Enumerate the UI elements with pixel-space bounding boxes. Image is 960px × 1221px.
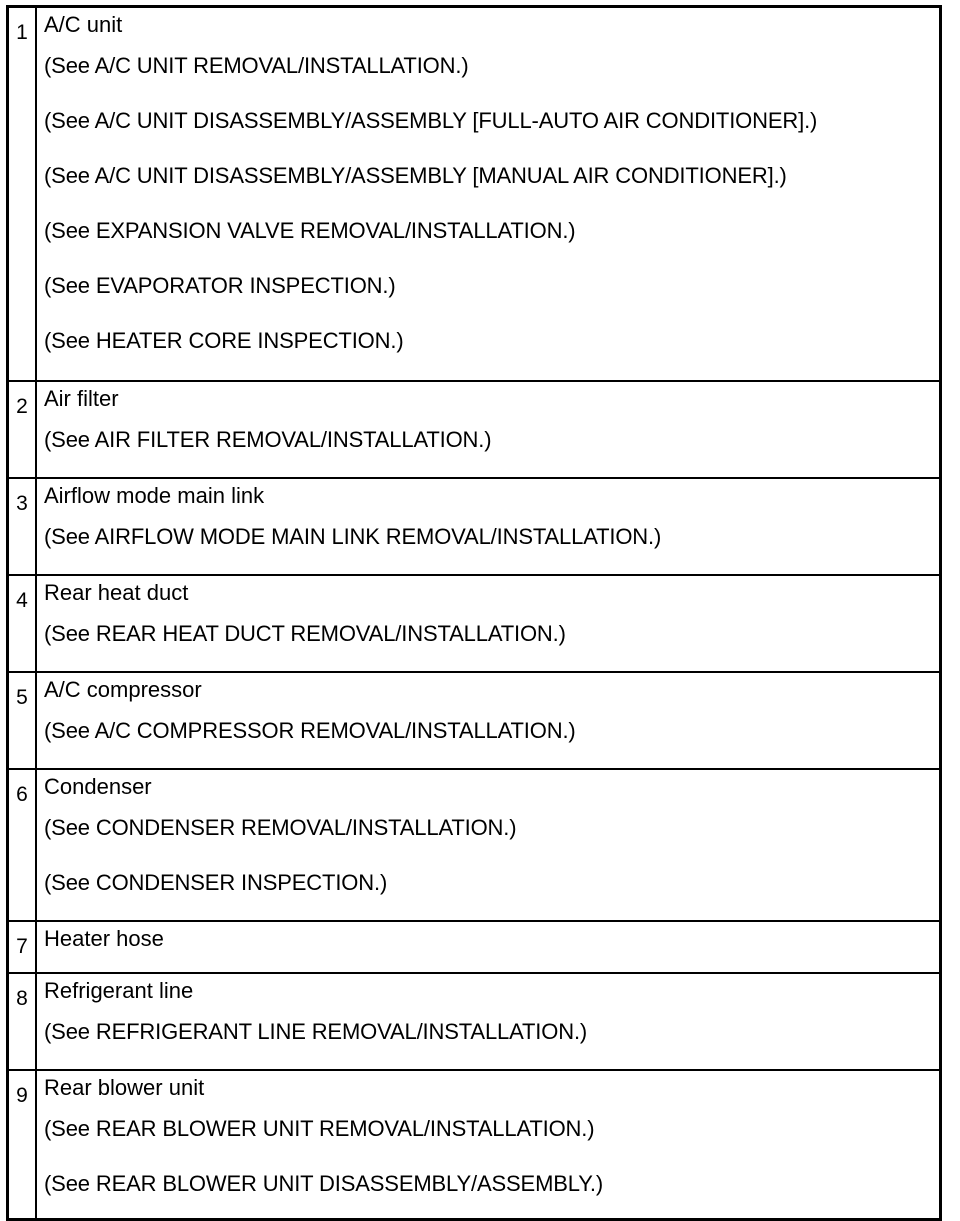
- part-cell: [36, 7, 941, 381]
- part-name: Condenser: [44, 773, 152, 799]
- reference-link[interactable]: (See CONDENSER REMOVAL/INSTALLATION.): [44, 814, 517, 840]
- reference-link[interactable]: (See REAR HEAT DUCT REMOVAL/INSTALLATION.): [44, 620, 566, 646]
- reference-link[interactable]: (See HEATER CORE INSPECTION.): [44, 328, 404, 353]
- part-cell: [36, 478, 941, 575]
- part-name: A/C unit: [44, 12, 123, 37]
- part-name: Rear blower unit: [44, 1074, 205, 1100]
- reference-link[interactable]: (See EVAPORATOR INSPECTION.): [44, 273, 396, 298]
- table-row: [8, 478, 941, 575]
- reference-link[interactable]: (See AIRFLOW MODE MAIN LINK REMOVAL/INSTALLATION.): [44, 523, 662, 549]
- part-number: 9: [8, 1070, 37, 1220]
- reference-link[interactable]: (See CONDENSER INSPECTION.): [44, 869, 388, 895]
- part-name: Air filter: [44, 385, 119, 411]
- part-name: A/C compressor: [44, 676, 202, 702]
- reference-link[interactable]: (See EXPANSION VALVE REMOVAL/INSTALLATION.): [44, 218, 576, 243]
- part-number: 5: [8, 672, 37, 769]
- part-number: 3: [8, 478, 37, 575]
- reference-link[interactable]: (See AIR FILTER REMOVAL/INSTALLATION.): [44, 426, 492, 452]
- part-cell: [36, 381, 941, 478]
- part-name: Rear heat duct: [44, 579, 189, 605]
- table-row: [8, 575, 941, 672]
- reference-link[interactable]: (See A/C COMPRESSOR REMOVAL/INSTALLATION.): [44, 717, 576, 743]
- reference-link[interactable]: (See REAR BLOWER UNIT DISASSEMBLY/ASSEMBLY.): [44, 1170, 604, 1196]
- part-number: 8: [8, 973, 37, 1070]
- part-number: 1: [8, 7, 37, 381]
- reference-link[interactable]: (See REFRIGERANT LINE REMOVAL/INSTALLATION.): [44, 1018, 588, 1044]
- part-cell: [36, 672, 941, 769]
- table-row: [8, 1070, 941, 1220]
- part-name: Heater hose: [44, 925, 164, 951]
- table-row: [8, 381, 941, 478]
- part-number: 2: [8, 381, 37, 478]
- part-cell: [36, 973, 941, 1070]
- reference-link[interactable]: (See A/C UNIT DISASSEMBLY/ASSEMBLY [MANUAL AIR CONDITIONER].): [44, 163, 787, 188]
- part-cell: [36, 575, 941, 672]
- part-cell: [36, 1070, 941, 1220]
- table-row: [8, 973, 941, 1070]
- parts-table: [6, 5, 942, 1221]
- part-number: 7: [8, 921, 37, 973]
- part-cell: [36, 769, 941, 921]
- table-row: [8, 672, 941, 769]
- part-number: 4: [8, 575, 37, 672]
- part-number: 6: [8, 769, 37, 921]
- reference-link[interactable]: (See REAR BLOWER UNIT REMOVAL/INSTALLATION.): [44, 1115, 595, 1141]
- table-row: [8, 7, 941, 381]
- part-name: Refrigerant line: [44, 977, 194, 1003]
- reference-link[interactable]: (See A/C UNIT DISASSEMBLY/ASSEMBLY [FULL-AUTO AIR CONDITIONER].): [44, 108, 818, 133]
- reference-link[interactable]: (See A/C UNIT REMOVAL/INSTALLATION.): [44, 53, 469, 78]
- table-row: [8, 769, 941, 921]
- part-name: Airflow mode main link: [44, 482, 265, 508]
